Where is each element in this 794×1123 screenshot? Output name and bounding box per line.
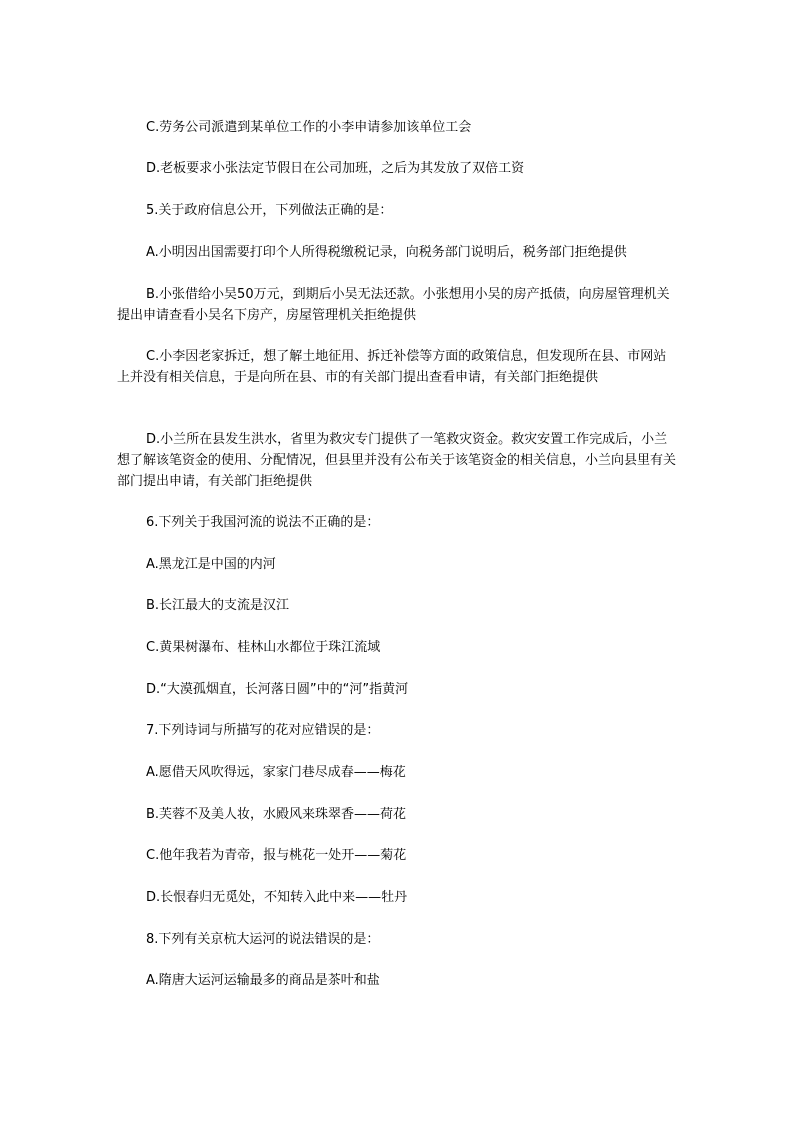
option-7a: A.愿借天风吹得远，家家门巷尽成春——梅花 [146,765,406,780]
option-6c: C.黄果树瀑布、桂林山水都位于珠江流域 [146,640,381,655]
option-c-labor-union: C.劳务公司派遣到某单位工作的小李申请参加该单位工会 [146,120,472,135]
option-5a: A.小明因出国需要打印个人所得税缴税记录，向税务部门说明后，税务部门拒绝提供 [146,245,627,260]
option-7b: B.芙蓉不及美人妆，水殿风来珠翠香——荷花 [146,807,407,822]
option-7d: D.长恨春归无觅处，不知转入此中来——牡丹 [146,890,408,905]
option-6d: D.“大漠孤烟直，长河落日圆”中的“河”指黄河 [146,682,409,697]
question-6: 6.下列关于我国河流的说法不正确的是： [146,515,380,530]
option-5c: C.小李因老家拆迁，想了解土地征用、拆迁补偿等方面的政策信息，但发现所在县、市网站上并没有相关信息，于是向所在县、市的有关部门提出查看申请，有关部门拒绝提供 [117,349,667,385]
option-d-holiday-overtime: D.老板要求小张法定节假日在公司加班，之后为其发放了双倍工资 [146,161,525,176]
option-5d: D.小兰所在县发生洪水，省里为救灾专门提供了一笔救灾资金。救灾安置工作完成后，小兰想了解该笔资金的使用、分配情况，但县里并没有公布关于该笔资金的相关信息，小兰向县里有关部门提出申请，有关部门拒绝提供 [117,432,677,489]
question-8: 8.下列有关京杭大运河的说法错误的是： [146,932,380,947]
option-6b: B.长江最大的支流是汉江 [146,598,290,613]
option-7c: C.他年我若为青帝，报与桃花一处开——菊花 [146,848,407,863]
option-6a: A.黑龙江是中国的内河 [146,557,276,572]
option-5b: B.小张借给小吴50万元，到期后小吴无法还款。小张想用小吴的房产抵债，向房屋管理机关提出申请查看小吴名下房产，房屋管理机关拒绝提供 [117,287,670,323]
option-8a: A.隋唐大运河运输最多的商品是茶叶和盐 [146,973,380,988]
question-5: 5.关于政府信息公开，下列做法正确的是： [146,203,393,218]
question-7: 7.下列诗词与所描写的花对应错误的是： [146,723,380,738]
